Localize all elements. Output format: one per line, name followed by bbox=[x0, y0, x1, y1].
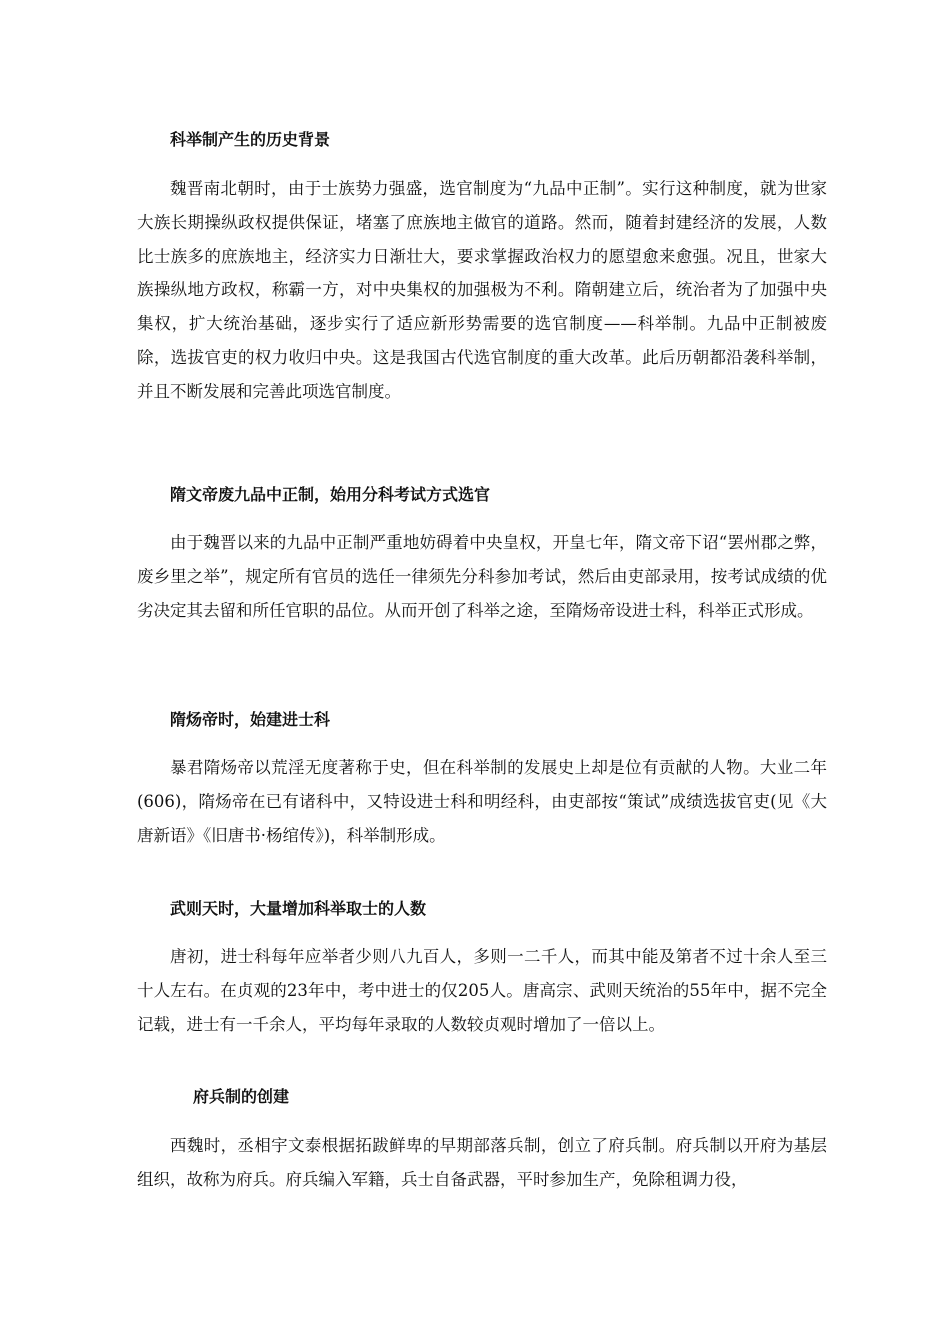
section-body-sui-wendi bbox=[137, 526, 827, 627]
section-body-sui-yangdi bbox=[137, 751, 827, 852]
section-heading-sui-yangdi: 隋炀帝时，始建进士科 bbox=[170, 710, 331, 729]
paragraph: 由于魏晋以来的九品中正制严重地妨碍着中央皇权，开皇七年，隋文帝下诏“罢州郡之弊，废乡里之举”，规定所有官员的选任一律须先分科参加考试，然后由吏部录用，按考试成绩的优劣决定其去留和所任官职的品位。从而开创了科举之途，至隋炀帝设进士科，科举正式形成。 bbox=[137, 533, 827, 620]
section-heading-keju-background: 科举制产生的历史背景 bbox=[170, 130, 331, 149]
paragraph: 西魏时，丞相宇文泰根据拓跋鲜卑的早期部落兵制，创立了府兵制。府兵制以开府为基层组织，故称为府兵。府兵编入军籍，兵士自备武器，平时参加生产，免除租调力役， bbox=[137, 1136, 827, 1189]
section-body-fubing bbox=[137, 1129, 827, 1197]
paragraph: 暴君隋炀帝以荒淫无度著称于史，但在科举制的发展史上却是位有贡献的人物。大业二年(606)，隋炀帝在已有诸科中，又特设进士科和明经科，由吏部按“策试”成绩选拔官吏(见《大唐新语》《旧唐书·杨绾传》)，科举制形成。 bbox=[137, 758, 827, 845]
paragraph: 唐初，进士科每年应举者少则八九百人，多则一二千人，而其中能及第者不过十余人至三十人左右。在贞观的23年中，考中进士的仅205人。唐高宗、武则天统治的55年中，据不完全记载，进士有一千余人，平均每年录取的人数较贞观时增加了一倍以上。 bbox=[137, 947, 827, 1034]
section-heading-sui-wendi: 隋文帝废九品中正制，始用分科考试方式选官 bbox=[170, 485, 491, 504]
section-body-wu-zetian bbox=[137, 940, 827, 1041]
section-body-keju-background bbox=[137, 172, 827, 409]
section-heading-fubing: 府兵制的创建 bbox=[193, 1087, 290, 1106]
paragraph: 魏晋南北朝时，由于士族势力强盛，选官制度为“九品中正制”。实行这种制度，就为世家大族长期操纵政权提供保证，堵塞了庶族地主做官的道路。然而，随着封建经济的发展，人数比士族多的庶族地主，经济实力日渐壮大，要求掌握政治权力的愿望愈来愈强。况且，世家大族操纵地方政权，称霸一方，对中央集权的加强极为不利。隋朝建立后，统治者为了加强中央集权，扩大统治基础，逐步实行了适应新形势需要的选官制度——科举制。九品中正制被废除，选拔官吏的权力收归中央。这是我国古代选官制度的重大改革。此后历朝都沿袭科举制，并且不断发展和完善此项选官制度。 bbox=[137, 179, 827, 401]
section-heading-wu-zetian: 武则天时，大量增加科举取士的人数 bbox=[170, 899, 427, 918]
